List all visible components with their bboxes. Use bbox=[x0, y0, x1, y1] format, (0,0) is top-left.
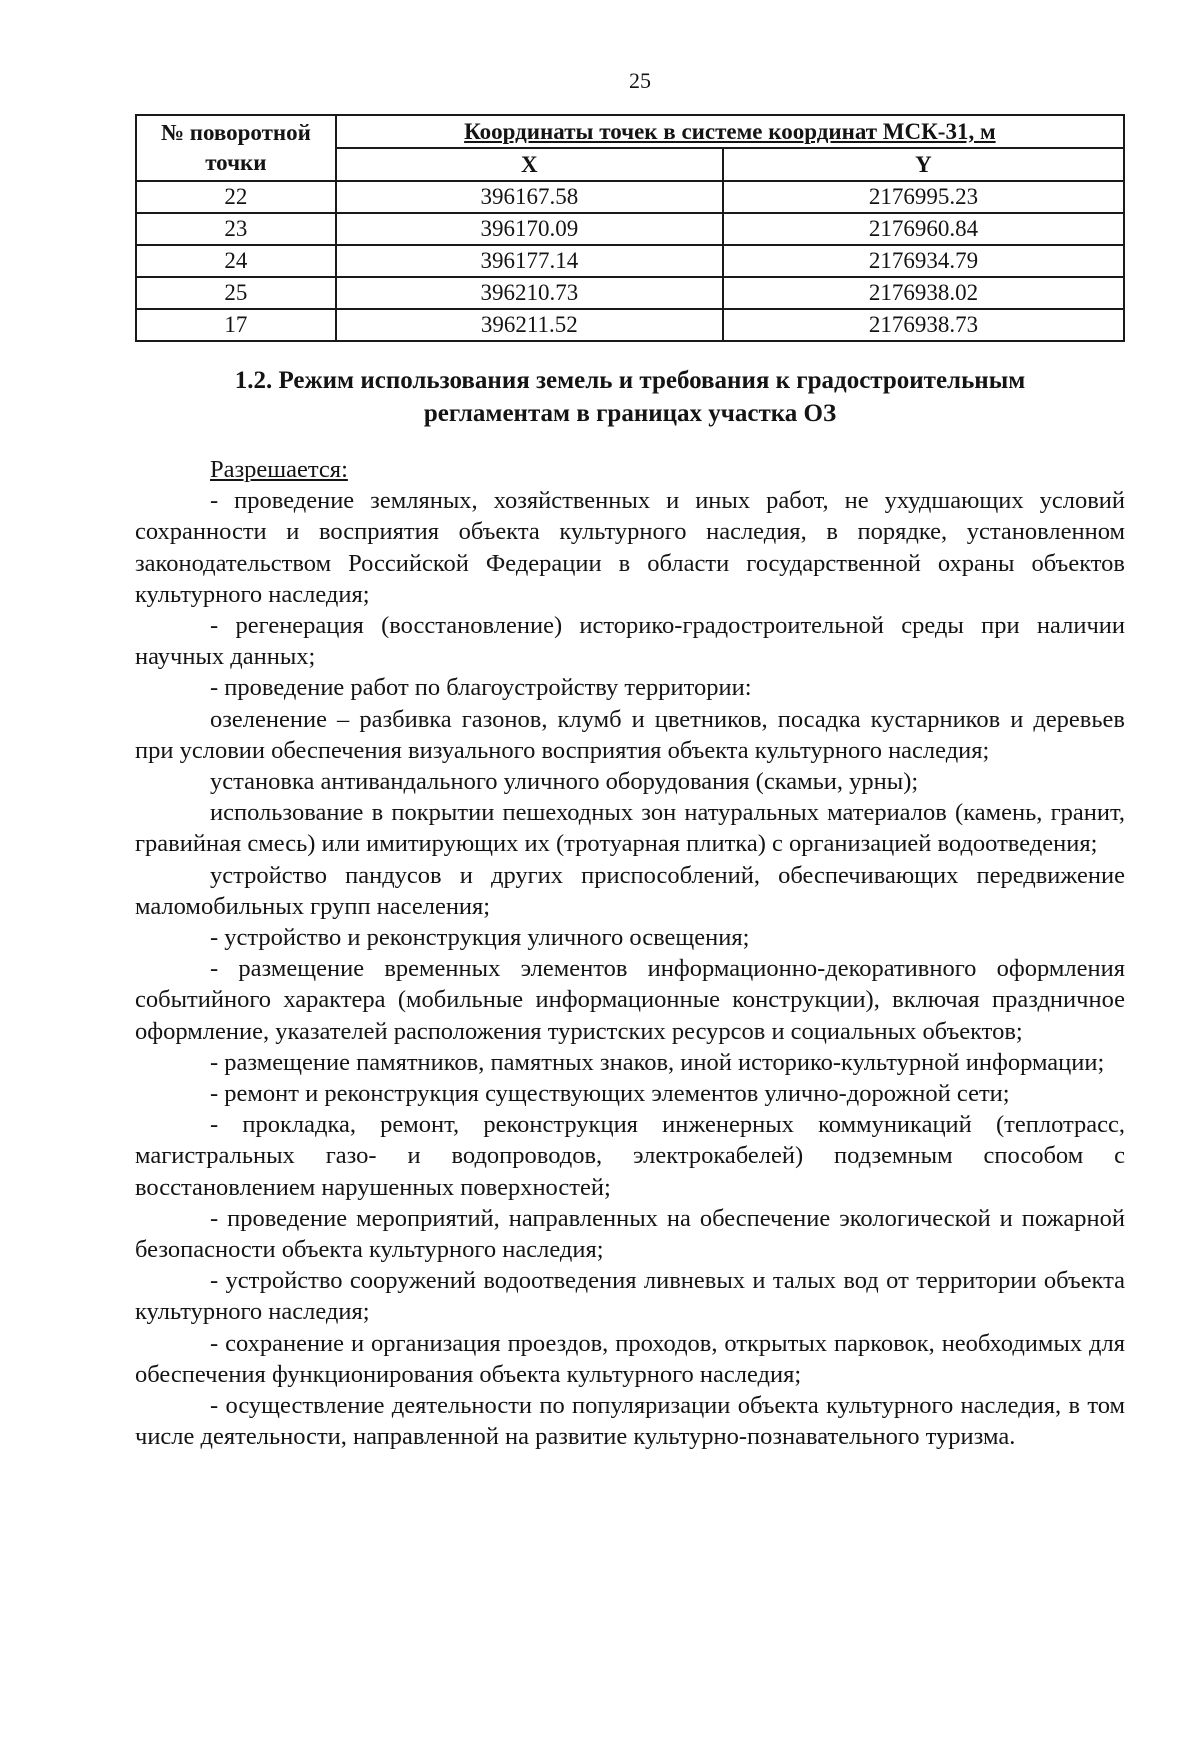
cell-y: 2176934.79 bbox=[723, 245, 1124, 277]
header-y: Y bbox=[723, 148, 1124, 181]
section-title bbox=[135, 364, 1125, 430]
cell-x: 396177.14 bbox=[336, 245, 723, 277]
header-coordinates-text: Координаты точек в системе координат МСК-31, м bbox=[464, 118, 996, 144]
paragraph: - сохранение и организация проездов, проходов, открытых парковок, необходимых для обеспечения функционирования объекта культурного наследия; bbox=[135, 1329, 1125, 1388]
paragraph: - проведение мероприятий, направленных на обеспечение экологической и пожарной безопасности объекта культурного наследия; bbox=[135, 1204, 1125, 1264]
header-point-number: № поворотной точки bbox=[136, 115, 336, 181]
cell-point: 24 bbox=[136, 245, 336, 277]
coordinates-table bbox=[135, 114, 1125, 342]
cell-x: 396211.52 bbox=[336, 309, 723, 341]
table-row bbox=[136, 277, 1124, 309]
cell-x: 396210.73 bbox=[336, 277, 723, 309]
cell-point: 23 bbox=[136, 213, 336, 245]
table-header-row bbox=[136, 115, 1124, 148]
section-title-line1: 1.2. Режим использования земель и требования к градостроительным bbox=[234, 367, 1026, 394]
cell-y: 2176938.02 bbox=[723, 277, 1124, 309]
table-row bbox=[136, 213, 1124, 245]
paragraph: - проведение работ по благоустройству территории: bbox=[210, 674, 752, 702]
table-row bbox=[136, 245, 1124, 277]
cell-point: 25 bbox=[136, 277, 336, 309]
paragraph: - устройство сооружений водоотведения ливневых и талых вод от территории объекта культурного наследия; bbox=[135, 1267, 1125, 1326]
header-x: X bbox=[336, 148, 723, 181]
paragraph: - осуществление деятельности по популяризации объекта культурного наследия, в том числе деятельности, направленной на развитие культурно-познавательного туризма. bbox=[135, 1392, 1125, 1451]
paragraph: - ремонт и реконструкция существующих элементов улично-дорожной сети; bbox=[210, 1080, 1010, 1108]
paragraph: - прокладка, ремонт, реконструкция инженерных коммуникаций (теплотрасс, магистральных газо- и водопроводов, электрокабелей) подземным способом с восстановлением нарушенных поверхностей; bbox=[135, 1111, 1125, 1201]
paragraph: - размещение памятников, памятных знаков, иной историко-культурной информации; bbox=[210, 1048, 1105, 1076]
table-row bbox=[136, 309, 1124, 341]
cell-point: 17 bbox=[136, 309, 336, 341]
header-coordinates bbox=[336, 115, 1124, 148]
paragraph: - регенерация (восстановление) историко-градостроительной среды при наличии научных данных; bbox=[135, 612, 1125, 671]
section-title-line2: регламентам в границах участка ОЗ bbox=[423, 400, 837, 427]
paragraph: озеленение – разбивка газонов, клумб и цветников, посадка кустарников и деревьев при условии обеспечения визуального восприятия объекта культурного наследия; bbox=[135, 705, 1125, 764]
page-number: 25 bbox=[629, 68, 651, 93]
paragraph: использование в покрытии пешеходных зон натуральных материалов (камень, гранит, гравийная смесь) или имитирующих их (тротуарная плитка) с организацией водоотведения; bbox=[135, 799, 1125, 858]
cell-x: 396167.58 bbox=[336, 181, 723, 213]
cell-y: 2176995.23 bbox=[723, 181, 1124, 213]
paragraph: установка антивандального уличного оборудования (скамьи, урны); bbox=[210, 768, 919, 796]
paragraph: устройство пандусов и других приспособлений, обеспечивающих передвижение маломобильных групп населения; bbox=[135, 861, 1125, 920]
body-text bbox=[135, 454, 1125, 1453]
cell-y: 2176938.73 bbox=[723, 309, 1124, 341]
cell-point: 22 bbox=[136, 181, 336, 213]
table-row bbox=[136, 181, 1124, 213]
paragraph: - проведение земляных, хозяйственных и иных работ, не ухудшающих условий сохранности и восприятия объекта культурного наследия, в порядке, установленном законодательством Российской Федерации в области государственной охраны объектов культурного наследия; bbox=[135, 487, 1125, 608]
paragraph: - устройство и реконструкция уличного освещения; bbox=[210, 924, 750, 952]
allowed-label: Разрешается: bbox=[210, 456, 348, 483]
cell-y: 2176960.84 bbox=[723, 213, 1124, 245]
cell-x: 396170.09 bbox=[336, 213, 723, 245]
paragraph: - размещение временных элементов информационно-декоративного оформления событийного характера (мобильные информационные конструкции), включая праздничное оформление, указателей расположения туристских ресурсов и социальных объектов; bbox=[135, 955, 1125, 1045]
